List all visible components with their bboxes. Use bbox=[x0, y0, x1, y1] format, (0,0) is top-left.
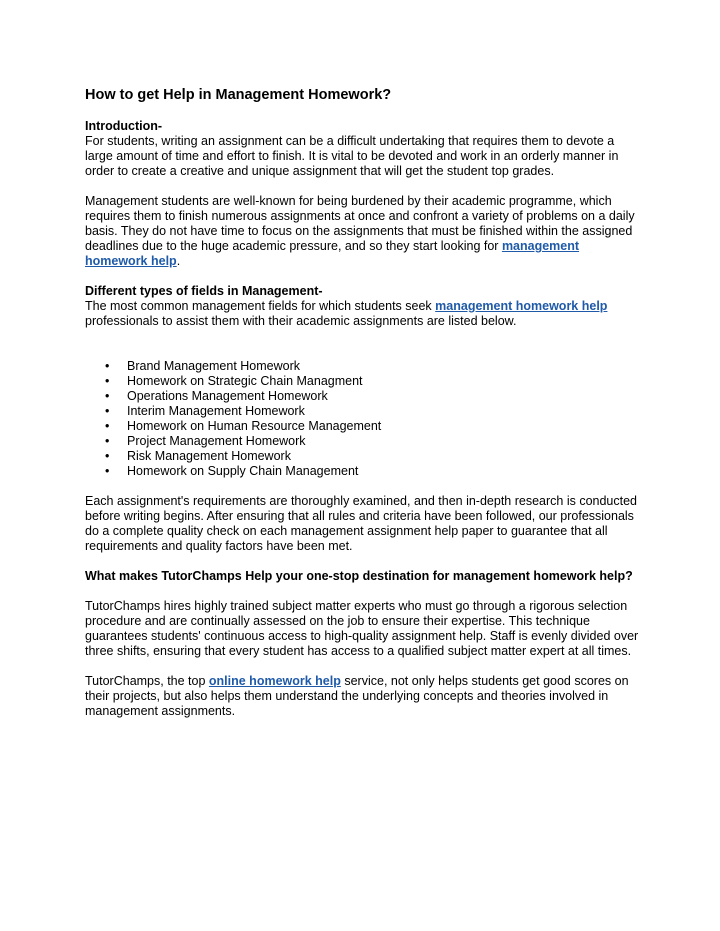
fields-list bbox=[85, 359, 645, 479]
list-item-label: Operations Management Homework bbox=[127, 389, 328, 403]
document-content bbox=[85, 86, 645, 719]
management-homework-help-link[interactable]: management homework help bbox=[85, 239, 580, 268]
why-paragraph-2 bbox=[85, 674, 645, 719]
list-item bbox=[105, 374, 645, 389]
intro-paragraph-1: For students, writing an assignment can be a difficult undertaking that requires them to devote a large amount of time and effort to finish. It is vital to be devoted and work in an orderly manner in order to create a creative and unique assignment that will get the student top grades. bbox=[85, 134, 619, 178]
list-item-label: Project Management Homework bbox=[127, 434, 306, 448]
intro-paragraph-2 bbox=[85, 194, 645, 269]
quality-check-paragraph: Each assignment's requirements are thoroughly examined, and then in-depth research is conducted before writing begins. After ensuring that all rules and criteria have been followed, our professionals do a complete quality check on each management assignment help paper to guarantee that all requirements and quality factors have been met. bbox=[85, 494, 638, 553]
bullet-icon: • bbox=[105, 434, 110, 448]
why-paragraph-2-text: TutorChamps, the top bbox=[85, 674, 209, 688]
bullet-icon: • bbox=[105, 419, 110, 433]
bullet-icon: • bbox=[105, 464, 110, 478]
list-item bbox=[105, 464, 645, 479]
why-heading: What makes TutorChamps Help your one-stop destination for management homework help? bbox=[85, 569, 633, 583]
list-item-label: Brand Management Homework bbox=[127, 359, 300, 373]
fields-paragraph-text: The most common management fields for which students seek bbox=[85, 299, 436, 313]
intro-heading: Introduction- bbox=[85, 119, 163, 133]
list-item-label: Homework on Human Resource Management bbox=[127, 419, 382, 433]
list-item bbox=[105, 434, 645, 449]
bullet-icon: • bbox=[105, 389, 110, 403]
list-item-label: Homework on Strategic Chain Managment bbox=[127, 374, 363, 388]
bullet-icon: • bbox=[105, 374, 110, 388]
list-item-label: Risk Management Homework bbox=[127, 449, 291, 463]
online-homework-help-link[interactable]: online homework help bbox=[208, 674, 341, 688]
list-item-label: Homework on Supply Chain Management bbox=[127, 464, 359, 478]
list-item bbox=[105, 419, 645, 434]
list-item-label: Interim Management Homework bbox=[127, 404, 305, 418]
fields-heading: Different types of fields in Management- bbox=[85, 284, 323, 298]
intro-paragraph-2-text: Management students are well-known for being burdened by their academic programme, which requires them to finish numerous assignments at once and confront a variety of problems on a daily basis. They do not have time to focus on the assignments that must be finished within the assigned deadlines due to the huge academic pressure, and so they start looking for bbox=[85, 194, 635, 253]
intro-paragraph-2-end: . bbox=[176, 254, 181, 268]
fields-paragraph bbox=[85, 299, 645, 329]
fields-paragraph-end: professionals to assist them with their academic assignments are listed below. bbox=[85, 314, 517, 328]
bullet-icon: • bbox=[105, 449, 110, 463]
list-item bbox=[105, 359, 645, 374]
management-homework-help-link-2[interactable]: management homework help bbox=[435, 299, 608, 313]
list-item bbox=[105, 389, 645, 404]
list-item bbox=[105, 449, 645, 464]
why-paragraph-1: TutorChamps hires highly trained subject matter experts who must go through a rigorous selection procedure and are continually assessed on the job to ensure their expertise. This technique guarantees students' continuous access to high-quality assignment help. Staff is evenly divided over three shifts, ensuring that every student has access to a qualified subject matter expert at all times. bbox=[85, 599, 639, 658]
list-item bbox=[105, 404, 645, 419]
page-title: How to get Help in Management Homework? bbox=[85, 87, 392, 103]
bullet-icon: • bbox=[105, 404, 110, 418]
bullet-icon: • bbox=[105, 359, 110, 373]
why-paragraph-2-end: service, not only helps students get good scores on their projects, but also helps them understand the underlying concepts and theories involved in management assignments. bbox=[85, 674, 629, 718]
